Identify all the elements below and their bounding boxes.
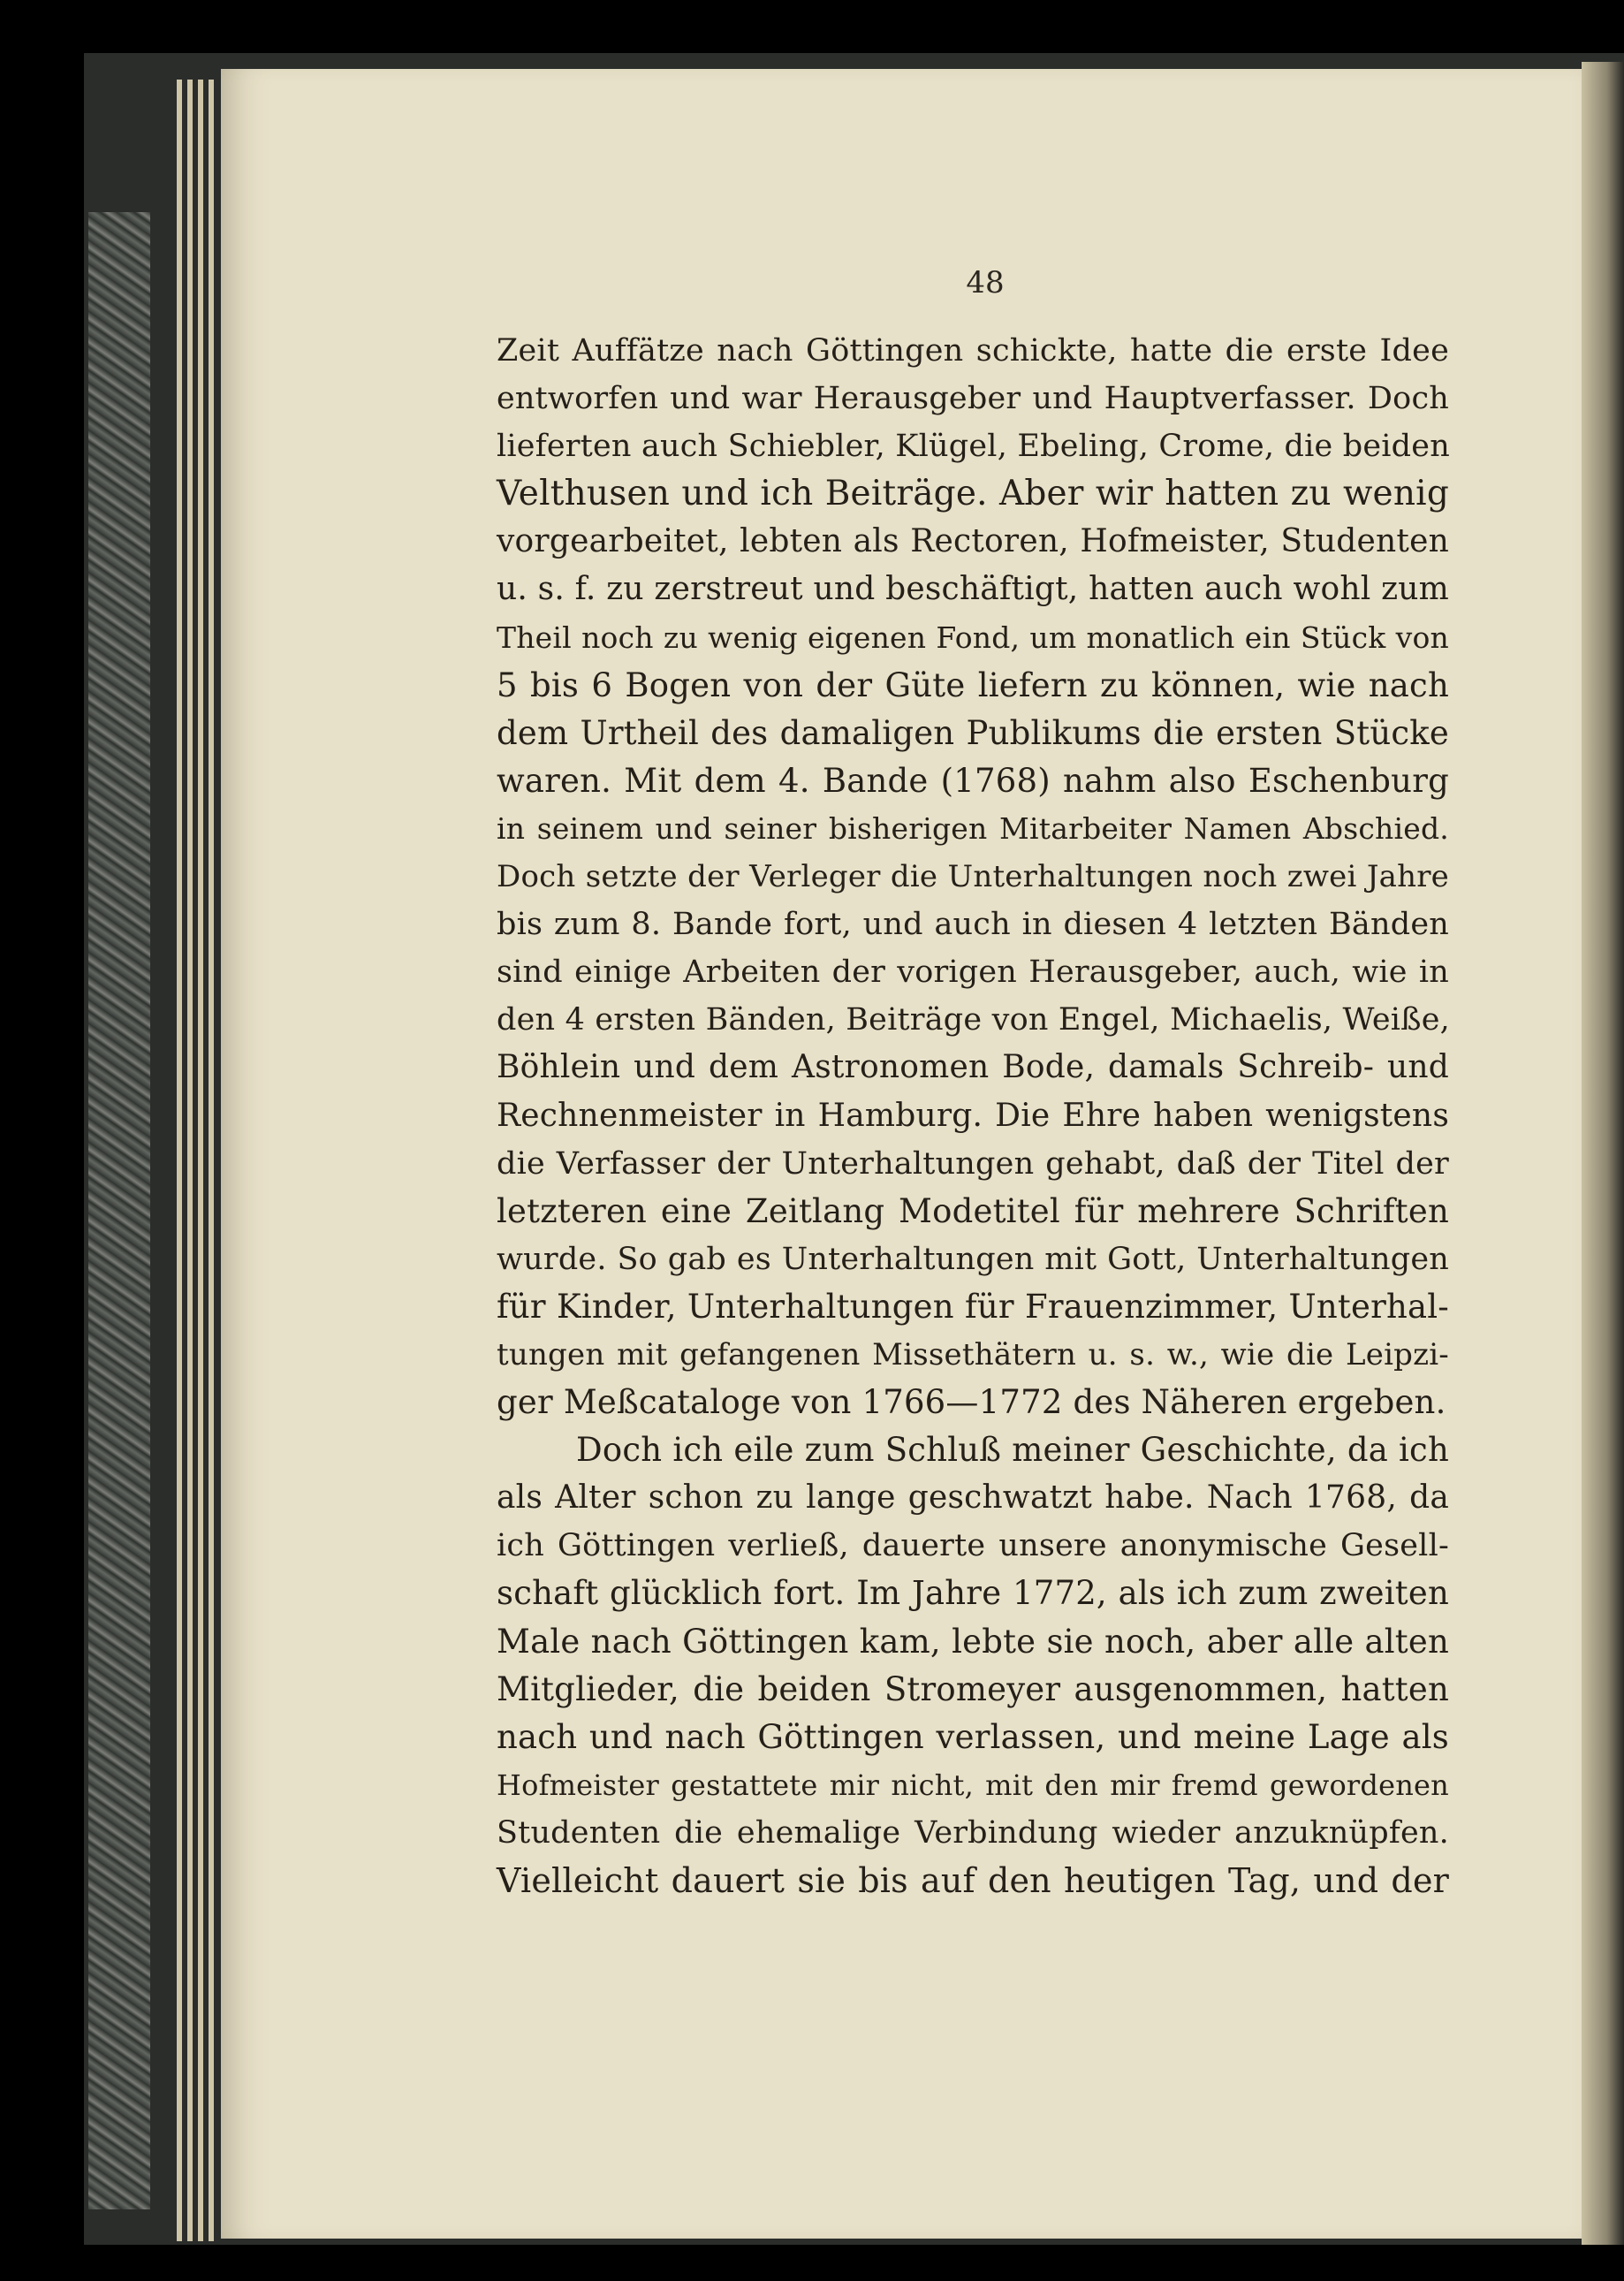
text-line: die Verfasser der Unterhaltungen gehabt, daß der Titel der xyxy=(497,1145,1449,1182)
text-line: 5 bis 6 Bogen von der Güte liefern zu können, wie nach xyxy=(497,665,1449,704)
text-line: den 4 ersten Bänden, Beiträge von Engel, Michaelis, Weiße, xyxy=(497,1002,1450,1038)
text-line: dem Urtheil des damaligen Publikums die ersten Stücke xyxy=(497,713,1449,752)
page-gutter xyxy=(1582,62,1624,2245)
page-number: 48 xyxy=(966,265,1005,300)
text-line: Doch ich eile zum Schluß meiner Geschichte, da ich xyxy=(576,1431,1449,1470)
text-line: nach und nach Göttingen verlassen, und meine Lage als xyxy=(497,1717,1449,1756)
text-line: Studenten die ehemalige Verbindung wieder anzuknüpfen. xyxy=(497,1814,1449,1851)
text-line: tungen mit gefangenen Missethätern u. s. w., wie die Leipzi- xyxy=(497,1336,1449,1372)
page-edge xyxy=(177,80,182,2241)
text-line: schaft glücklich fort. Im Jahre 1772, als ich zum zweiten xyxy=(497,1574,1449,1613)
marbled-endpaper xyxy=(88,212,150,2209)
text-line: Mitglieder, die beiden Stromeyer ausgenommen, hatten xyxy=(497,1669,1449,1708)
text-line: Theil noch zu wenig eigenen Fond, um monatlich ein Stück von xyxy=(497,620,1449,655)
text-line: lieferten auch Schiebler, Klügel, Ebeling, Crome, die beiden xyxy=(497,429,1450,465)
text-line: u. s. f. zu zerstreut und beschäftigt, hatten auch wohl zum xyxy=(497,571,1449,608)
text-line: Hofmeister gestattete mir nicht, mit den mir fremd gewordenen xyxy=(497,1768,1449,1802)
text-line: sind einige Arbeiten der vorigen Herausgeber, auch, wie in xyxy=(497,954,1449,991)
text-line: Velthusen und ich Beiträge. Aber wir hatten zu wenig xyxy=(497,474,1449,514)
text-line: entworfen und war Herausgeber und Hauptverfasser. Doch xyxy=(497,381,1449,417)
text-line: vorgearbeitet, lebten als Rectoren, Hofmeister, Studenten xyxy=(497,523,1449,560)
text-line: ich Göttingen verließ, dauerte unsere anonymische Gesell- xyxy=(497,1528,1449,1564)
text-line: Rechnenmeister in Hamburg. Die Ehre haben wenigstens xyxy=(497,1097,1449,1134)
text-line: als Alter schon zu lange geschwatzt habe. Nach 1768, da xyxy=(497,1479,1449,1517)
text-line: Böhlein und dem Astronomen Bode, damals Schreib- und xyxy=(497,1049,1449,1086)
text-line: letzteren eine Zeitlang Modetitel für mehrere Schriften xyxy=(497,1191,1449,1230)
text-line: Male nach Göttingen kam, lebte sie noch, aber alle alten xyxy=(497,1622,1449,1661)
page-edge xyxy=(198,80,203,2241)
text-line: Doch setzte der Verleger die Unterhaltungen noch zwei Jahre xyxy=(497,859,1449,895)
text-line: ger Meßcataloge von 1766—1772 des Näheren ergeben. xyxy=(497,1383,1446,1422)
text-line: wurde. So gab es Unterhaltungen mit Gott, Unterhaltungen xyxy=(497,1241,1449,1277)
text-line: für Kinder, Unterhaltungen für Frauenzimmer, Unterhal- xyxy=(497,1287,1449,1326)
page-edge xyxy=(187,80,193,2241)
text-line: Zeit Auffätze nach Göttingen schickte, hatte die erste Idee xyxy=(497,333,1449,369)
text-line: Vielleicht dauert sie bis auf den heutigen Tag, und der xyxy=(497,1861,1449,1900)
text-line: waren. Mit dem 4. Bande (1768) nahm also Eschenburg xyxy=(497,761,1449,800)
page-edge xyxy=(209,80,214,2241)
body-text xyxy=(497,327,1449,1905)
text-line: bis zum 8. Bande fort, und auch in diesen 4 letzten Bänden xyxy=(497,907,1449,943)
text-line: in seinem und seiner bisherigen Mitarbeiter Namen Abschied. xyxy=(497,810,1449,846)
